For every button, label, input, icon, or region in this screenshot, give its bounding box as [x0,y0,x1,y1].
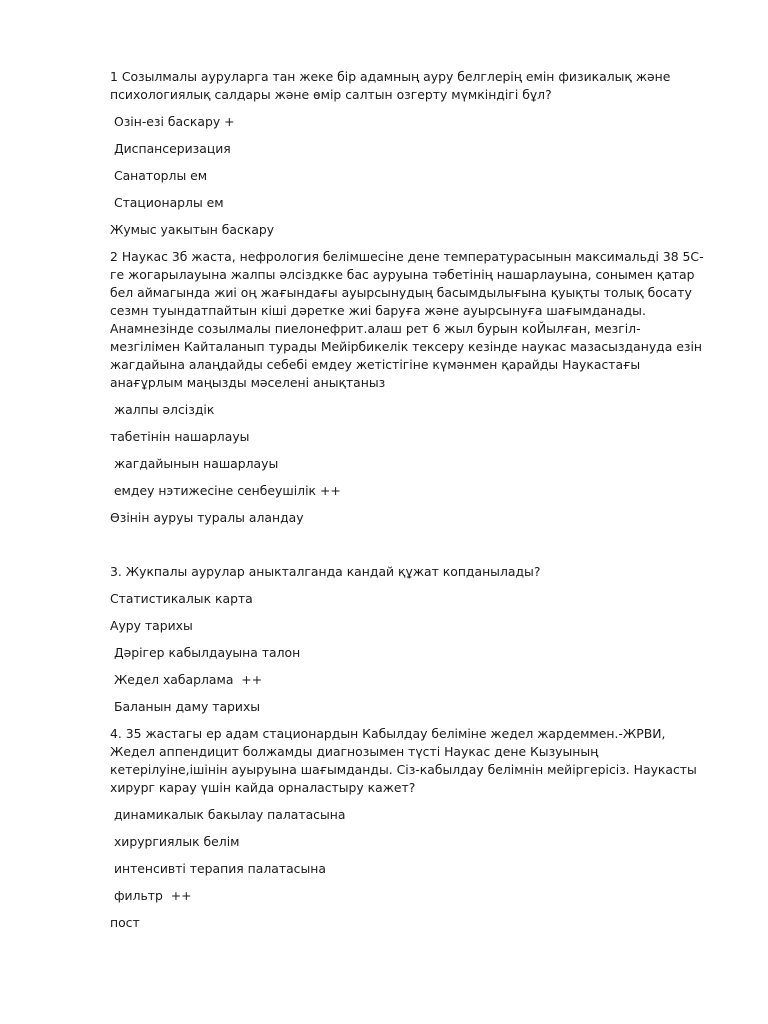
answer-option: Жумыс уакытын баскару [110,222,275,237]
answer-option: Баланын даму тарихы [110,699,261,714]
answer-option: пост [110,915,140,930]
answer-option: табетінін нашарлауы [110,429,250,444]
answer-option: Санаторлы ем [110,168,208,183]
answer-option: динамикалык бакылау палатасына [110,807,346,822]
question-block-2 [110,248,710,527]
question-block-3 [110,563,710,716]
answer-option: Статистикалык карта [110,591,253,606]
question-text: 4. 35 жастагы ер адам стационардын Кабылдау беліміне жедел жардеммен.-ЖРВИ, Жедел аппендицит болжамды диагнозымен түсті Наукас дене Кызуының кетерілуіне,ішінін ауыруына шағымданды. Сіз-кабылдау белімнін мейіргерісіз. Наукасты хирург карау үшін кайда орналастыру кажет? [110,726,697,795]
question-text: 2 Наукас 3б жаста, нефрология белімшесіне дене температурасынын максимальді 38 5С-ге жогарылауына жалпы әлсіздкке бас ауруына тәбетінің нашарлауына, сонымен қатар бел аймагында жиі оң жағындағы ауырсынудың басымдылығына қуықты толық босату сезмн туындатпайтын кіші дәретке жиі баруға және ауырсынуға шағымданады. Анамнезінде созылмалы пиелонефрит.алаш рет 6 жыл бурын коЙылған, мезгіл-мезгілімен Кайталанып турады Мейірбикелік тексеру кезінде наукас мазасызданудa езін жагдайына алаңдайды себебі емдеу жетістігіне күмәнмен қарайды Наукастағы анағұрлым маңызды мәселені анықтаныз [110,249,704,390]
answer-option: жалпы әлсіздік [110,402,215,417]
answer-option: Жедел хабарлама ++ [110,672,263,687]
spacer [110,536,710,563]
answer-option: интенсивті терапия палатасына [110,861,326,876]
answer-option: Озін-езі баскару + [110,114,235,129]
answer-option: жагдайынын нашарлауы [110,456,279,471]
answer-option: емдеу нэтижесіне сенбеушілік ++ [110,483,341,498]
question-text: 3. Жукпалы аурулар аныкталганда кандай құжат копданылады? [110,564,541,579]
answer-option: фильтр ++ [110,888,192,903]
document-page [110,68,710,941]
answer-option: Стационарлы ем [110,195,224,210]
question-block-4 [110,725,710,932]
question-block-1 [110,68,710,239]
answer-option: хирургиялык белім [110,834,240,849]
answer-option: Ауру тарихы [110,618,193,633]
answer-option: Диспансеризация [110,141,231,156]
answer-option: Өзінін ауруы туралы аландау [110,510,304,525]
question-text: 1 Созылмалы ауруларга тан жеке бір адамның ауру белглерің емін физикалық және психологиялық салдары және өмір салтын озгерту мүмкіндігі бұл? [110,69,671,102]
answer-option: Дәрігер кабылдауына талон [110,645,301,660]
